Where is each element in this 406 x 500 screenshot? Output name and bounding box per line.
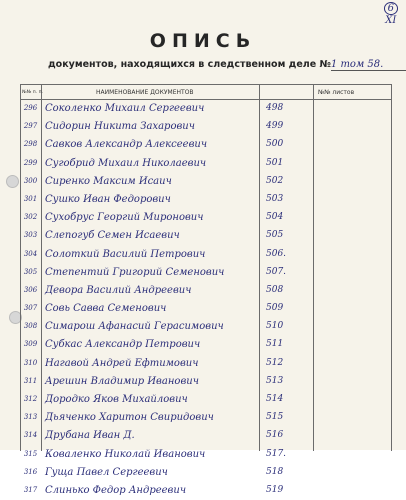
- table-row: [21, 282, 391, 300]
- row-number: 298: [23, 140, 38, 149]
- row-name: Совь Савва Семенович: [45, 303, 167, 315]
- subtitle-prefix: документов, находящихся в следственном деле №: [48, 59, 331, 70]
- row-number: 309: [23, 340, 38, 349]
- table-row: [21, 482, 391, 500]
- row-name: Нагавой Андрей Ефтимович: [45, 357, 199, 369]
- corner-note: [384, 2, 398, 26]
- row-sheet: 508: [266, 284, 284, 295]
- row-name: Солоткий Василий Петрович: [45, 248, 206, 260]
- inventory-table: [20, 84, 392, 496]
- table-row: [21, 173, 391, 191]
- row-number: 313: [23, 413, 38, 422]
- table-row: [21, 446, 391, 464]
- table-row: [21, 427, 391, 445]
- row-name: Девора Василий Андреевич: [45, 284, 192, 296]
- table-row: [21, 155, 391, 173]
- row-sheet: 499: [266, 121, 284, 132]
- row-sheet: 500: [266, 139, 284, 150]
- page-title: ОПИСЬ: [149, 30, 257, 52]
- row-number: 311: [23, 376, 38, 385]
- header-sheets: №№ листов: [318, 89, 355, 96]
- row-sheet: 514: [266, 394, 284, 404]
- punch-hole-top: [6, 175, 19, 188]
- table-row: [21, 227, 391, 245]
- row-number: 317: [23, 485, 38, 494]
- corner-note-number: 6: [384, 2, 398, 15]
- table-header: [21, 85, 391, 100]
- row-number: 304: [23, 249, 38, 258]
- row-name: Субкас Александр Петрович: [45, 339, 201, 351]
- row-sheet: 510: [266, 321, 284, 332]
- page-subtitle: [48, 59, 406, 71]
- row-sheet: 498: [266, 103, 284, 113]
- row-name: Друбана Иван Д.: [45, 430, 135, 442]
- table-row: [21, 318, 391, 336]
- table-row: [21, 409, 391, 427]
- table-row: [21, 136, 391, 154]
- row-number: 302: [23, 213, 38, 222]
- table-row: [21, 391, 391, 409]
- row-name: Слепогуб Семен Исаевич: [45, 230, 180, 242]
- row-sheet: 511: [266, 339, 284, 350]
- row-number: 296: [23, 104, 38, 112]
- row-number: 316: [23, 467, 38, 476]
- row-sheet: 509: [266, 303, 284, 314]
- table-row: [21, 355, 391, 373]
- row-number: 303: [23, 231, 38, 240]
- table-row: [21, 300, 391, 318]
- row-number: 297: [23, 122, 38, 131]
- row-number: 314: [23, 431, 38, 440]
- row-name: Коваленко Николай Иванович: [45, 448, 206, 460]
- header-name: НАИМЕНОВАНИЕ ДОКУМЕНТОВ: [96, 89, 194, 96]
- table-row: [21, 246, 391, 264]
- row-name: Гуща Павел Сергеевич: [45, 466, 168, 478]
- corner-note-volume: XI: [385, 15, 397, 26]
- row-number: 306: [23, 285, 38, 294]
- row-name: Степентий Григорий Семенович: [45, 266, 225, 278]
- table-row: [21, 464, 391, 482]
- row-name: Сухобрус Георгий Миронович: [45, 212, 204, 224]
- row-name: Сиренко Максим Исаич: [45, 175, 172, 187]
- row-number: 299: [23, 158, 38, 167]
- row-sheet: 518: [266, 466, 284, 477]
- table-row: [21, 264, 391, 282]
- table-row: [21, 100, 391, 118]
- row-sheet: 515: [266, 412, 284, 423]
- row-sheet: 507.: [266, 266, 287, 277]
- table-row: [21, 209, 391, 227]
- subtitle-handwritten: 1 том 58.: [330, 59, 384, 70]
- row-number: 305: [23, 267, 38, 276]
- row-name: Арешин Владимир Иванович: [45, 375, 199, 387]
- table-row: [21, 336, 391, 354]
- header-num: №№ п. п.: [22, 90, 43, 95]
- row-sheet: 501: [266, 157, 284, 168]
- table-rows: [21, 100, 391, 500]
- row-sheet: 513: [266, 375, 284, 386]
- row-name: Савков Александр Алексеевич: [45, 139, 208, 151]
- row-number: 307: [23, 304, 38, 313]
- row-sheet: 517.: [266, 448, 287, 459]
- row-number: 301: [23, 194, 38, 203]
- row-sheet: 512: [266, 357, 284, 368]
- row-number: 308: [23, 322, 38, 331]
- row-name: Дородко Яков Михайлович: [45, 394, 188, 405]
- row-sheet: 519: [266, 484, 284, 495]
- row-sheet: 506.: [266, 248, 287, 259]
- row-sheet: 503: [266, 193, 284, 204]
- row-number: 300: [23, 176, 38, 185]
- row-number: 312: [23, 395, 38, 403]
- row-sheet: 502: [266, 175, 284, 186]
- row-name: Сушко Иван Федорович: [45, 193, 171, 205]
- table-row: [21, 373, 391, 391]
- row-sheet: 516: [266, 430, 284, 441]
- row-name: Слинько Федор Андреевич: [45, 484, 187, 496]
- row-name: Соколенко Михаил Сергеевич: [45, 103, 205, 114]
- row-name: Симарош Афанасий Герасимович: [45, 321, 224, 333]
- row-number: 315: [23, 449, 38, 458]
- table-row: [21, 191, 391, 209]
- row-name: Сидорин Никита Захарович: [45, 121, 195, 133]
- row-name: Сугобрид Михаил Николаевич: [45, 157, 207, 169]
- row-name: Дьяченко Харитон Свиридович: [45, 412, 214, 424]
- row-sheet: 504: [266, 212, 284, 223]
- row-sheet: 505: [266, 230, 284, 241]
- table-row: [21, 118, 391, 136]
- row-number: 310: [23, 358, 38, 367]
